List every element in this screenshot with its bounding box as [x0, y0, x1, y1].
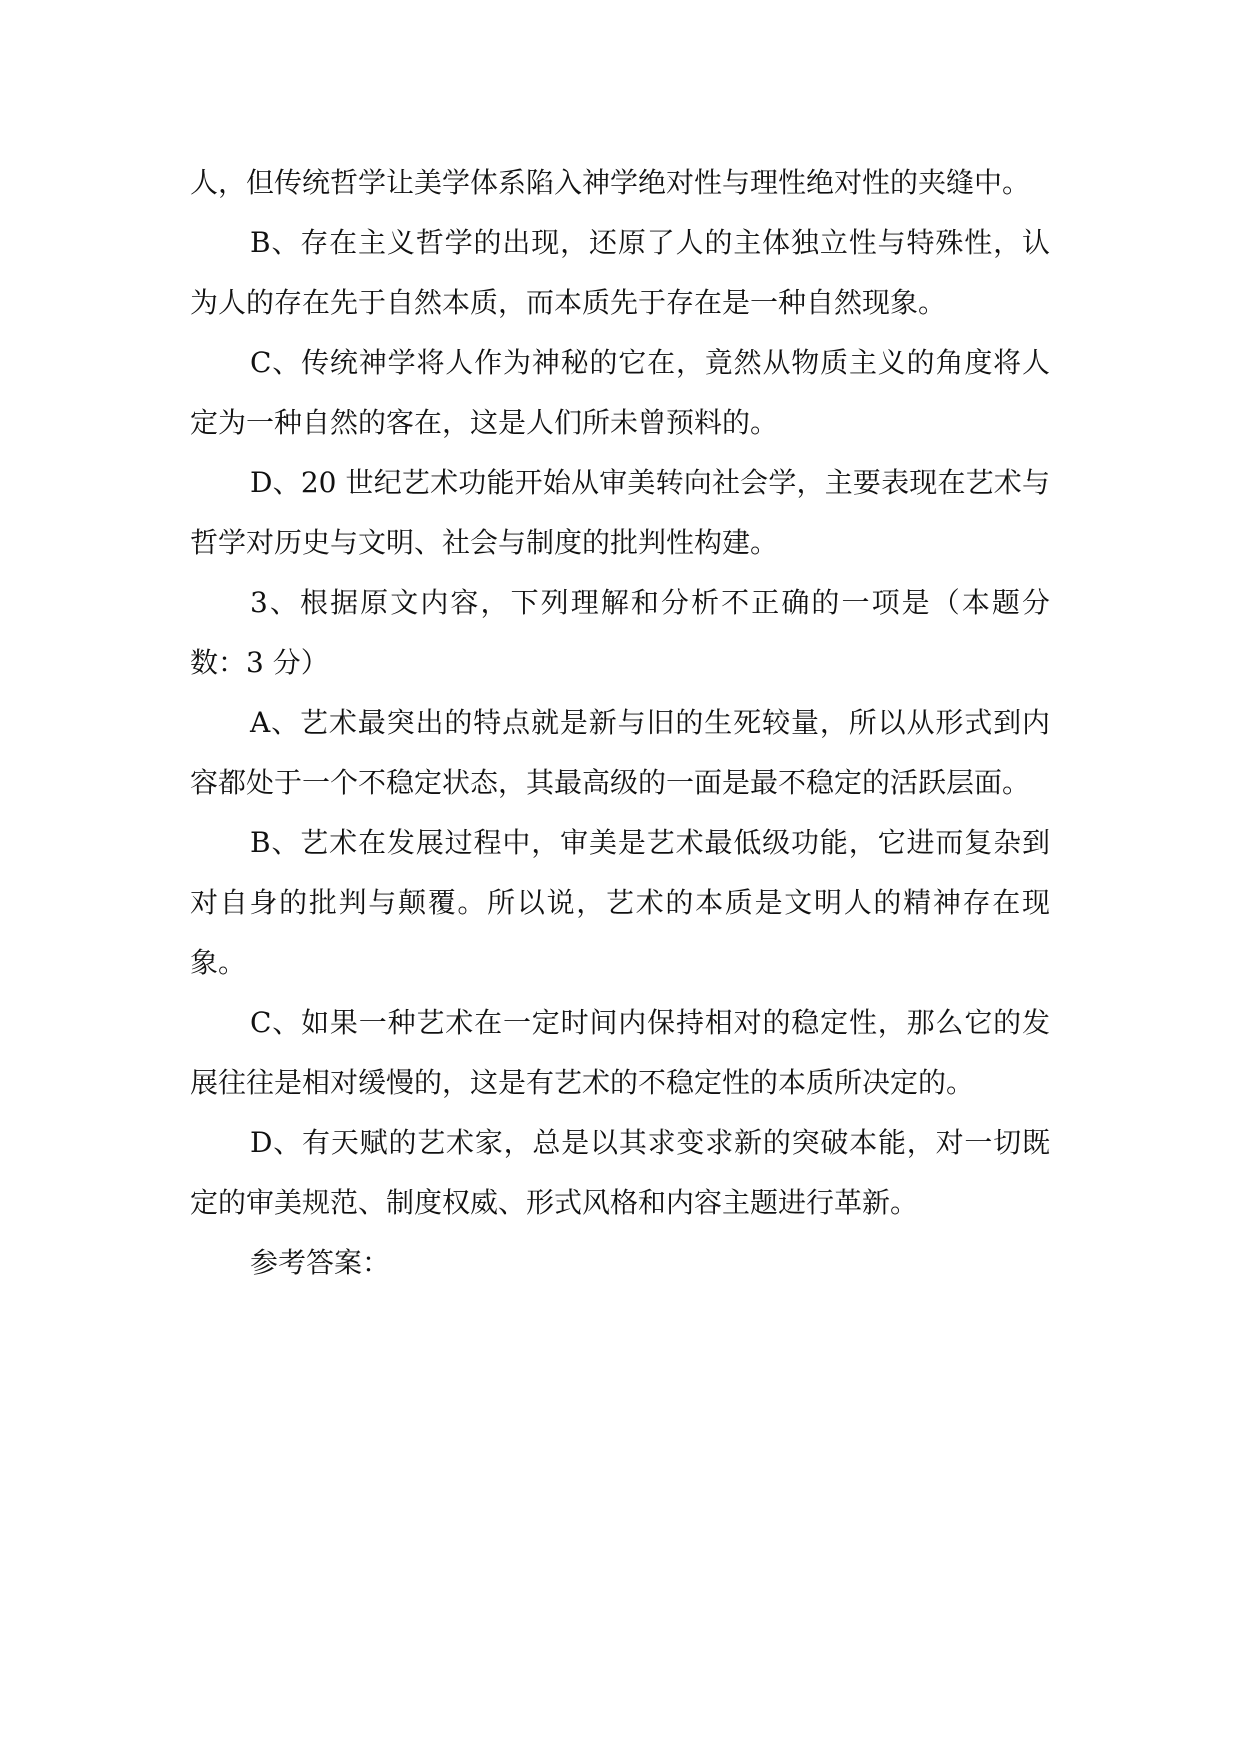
document-page — [190, 153, 1050, 1293]
option-b-q2: B、存在主义哲学的出现，还原了人的主体独立性与特殊性，认为人的存在先于自然本质，而本质先于存在是一种自然现象。 — [190, 226, 1050, 319]
option-c-q3: C、如果一种艺术在一定时间内保持相对的稳定性，那么它的发展往往是相对缓慢的，这是有艺术的不稳定性的本质所决定的。 — [190, 1006, 1050, 1099]
option-a-q3: A、艺术最突出的特点就是新与旧的生死较量，所以从形式到内容都处于一个不稳定状态，其最高级的一面是最不稳定的活跃层面。 — [190, 706, 1050, 799]
paragraph-continuation: 人，但传统哲学让美学体系陷入神学绝对性与理性绝对性的夹缝中。 — [190, 166, 1031, 199]
answer-heading: 参考答案： — [250, 1246, 391, 1279]
option-b-q3: B、艺术在发展过程中，审美是艺术最低级功能，它进而复杂到对自身的批判与颠覆。所以说，艺术的本质是文明人的精神存在现象。 — [190, 826, 1050, 979]
option-d-q3: D、有天赋的艺术家，总是以其求变求新的突破本能，对一切既定的审美规范、制度权威、形式风格和内容主题进行革新。 — [190, 1126, 1050, 1219]
option-c-q2: C、传统神学将人作为神秘的它在，竟然从物质主义的角度将人定为一种自然的客在，这是人们所未曾预料的。 — [190, 346, 1050, 439]
option-d-q2: D、20 世纪艺术功能开始从审美转向社会学，主要表现在艺术与哲学对历史与文明、社会与制度的批判性构建。 — [190, 466, 1050, 559]
question-3: 3、根据原文内容，下列理解和分析不正确的一项是（本题分数：3 分） — [190, 586, 1050, 679]
